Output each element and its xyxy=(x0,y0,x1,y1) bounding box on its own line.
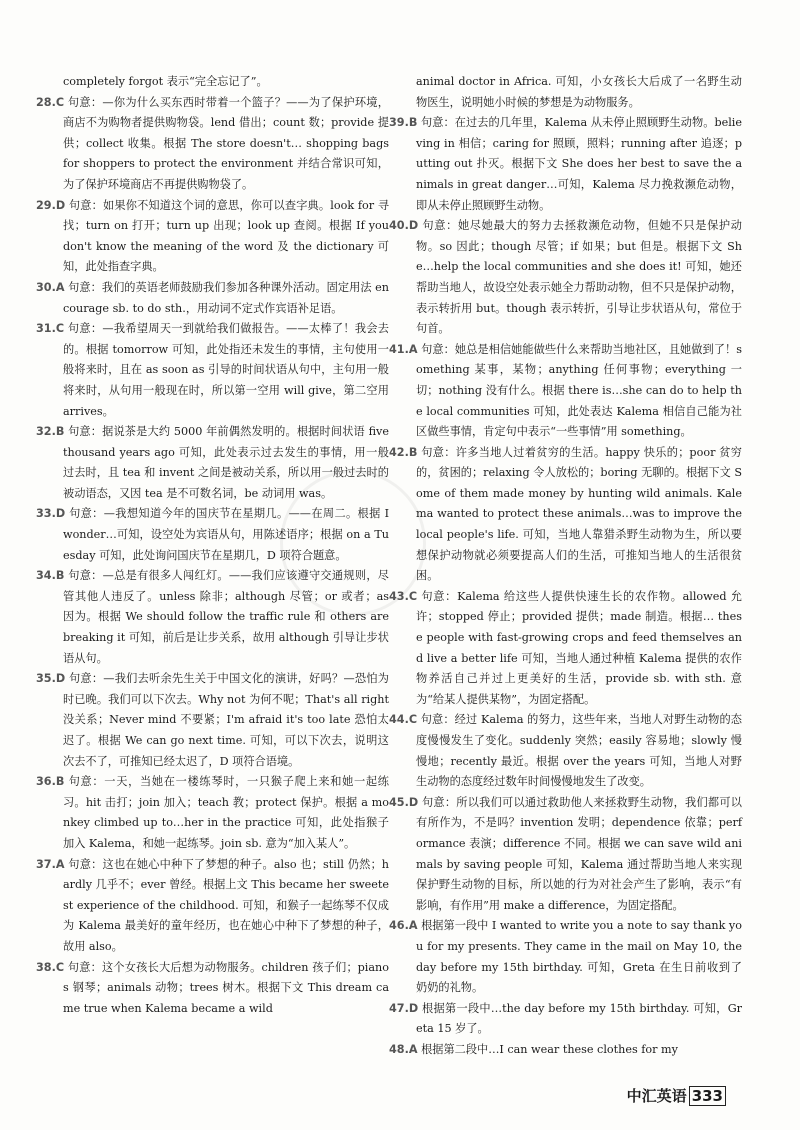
answer-entry xyxy=(389,916,742,998)
question-number: 32. xyxy=(36,425,56,439)
answer-letter: A xyxy=(55,857,65,871)
explanation-text: 句意：她总是相信她能做些什么来帮助当地社区，且她做到了！something 某事，某物；anything 任何事物；everything 一切；nothing 没有什么。根据 there is…she can do to help the local communities 可知，此处表达 Kalema 相信自己能为社区做些事情，肯定句中表示“一些事情”用 something。 xyxy=(416,342,742,439)
answer-letter: A xyxy=(55,280,65,294)
answer-entry xyxy=(36,422,389,504)
explanation-text: 句意：—我希望周天一到就给我们做报告。——太棒了！我会去的。根据 tomorrow 可知，此处指还未发生的事情，主句使用一般将来时，且在 as soon as 引导的时间状语从句中，主句用一般将来时，从句用一般现在时，所以第一空用 will give，第二空用 arrives。 xyxy=(63,322,389,418)
question-number: 40. xyxy=(389,219,409,233)
answer-letter: D xyxy=(408,1001,419,1015)
answer-letter: D xyxy=(55,198,66,212)
question-number: 41. xyxy=(389,342,409,356)
answer-entry xyxy=(36,196,390,278)
question-number: 47. xyxy=(389,1001,409,1015)
answer-entry xyxy=(389,443,742,587)
question-number: 30. xyxy=(36,280,56,294)
question-number: 46. xyxy=(389,919,409,933)
question-number: 38. xyxy=(36,960,56,974)
explanation-text: 句意：这个女孩长大后想为动物服务。children 孩子们；pianos 钢琴；animals 动物；trees 树木。根据下文 This dream came true when Kalema became a wild xyxy=(63,960,389,1015)
explanation-text: 句意：—总是有很多人闯红灯。——我们应该遵守交通规则，尽管其他人违反了。unless 除非；although 尽管；or 或者；as 因为。根据 We should follow the traffic rule 和 others are breaking it 可知，前后是让步关系，故用 although 引导让步状语从句。 xyxy=(63,569,389,665)
question-number: 33. xyxy=(36,507,56,521)
question-number: 28. xyxy=(36,95,56,109)
answer-letter: D xyxy=(55,672,66,686)
answer-letter: B xyxy=(55,775,65,789)
explanation-text: 句意：在过去的几年里，Kalema 从未停止照顾野生动物。believing in 相信；caring for 照顾，照料；running after 追逐；putting out 扑灭。根据下文 She does her best to save the animals in great danger…可知，Kalema 尽力挽救濒危动物，即从未停止照顾野生动物。 xyxy=(416,116,743,212)
answer-letter: C xyxy=(55,322,65,336)
answer-entry xyxy=(389,999,742,1040)
explanation-text: completely forgot 表示“完全忘记了”。 xyxy=(63,75,268,88)
explanation-text: 句意：许多当地人过着贫穷的生活。happy 快乐的；poor 贫穷的，贫困的；relaxing 令人放松的；boring 无聊的。根据下文 Some of them made money by hunting wild animals. Kalema wanted to protect these animals…was to improve the local people's life. 可知，当地人靠猎杀野生动物为生，所以要想保护动物就必须要提高人们的生活，可推知当地人的生活很贫困。 xyxy=(416,445,742,583)
answer-letter: B xyxy=(408,445,418,459)
question-number: 37. xyxy=(36,857,56,871)
answer-letter: D xyxy=(408,795,419,809)
answer-letter: B xyxy=(408,116,418,130)
answer-entry xyxy=(389,587,742,711)
question-number: 29. xyxy=(36,198,56,212)
question-number: 39. xyxy=(389,116,409,130)
page-number: 333 xyxy=(689,1086,726,1106)
explanation-text: 句意：Kalema 给这些人提供快速生长的农作物。allowed 允许；stopped 停止；provided 提供；made 制造。根据… these people with fast-growing crops and feed themselves and live a better life 可知，当地人通过种植 Kalema 提供的农作物养活自己并过上更美好的生活，provide sb. with sth. 意为“给某人提供某物”，为固定搭配。 xyxy=(416,589,742,706)
explanation-text: 句意：所以我们可以通过救助他人来拯救野生动物，我们都可以有所作为，不是吗？invention 发明；dependence 依靠；performance 表演；difference 不同。根据 we can save wild animals by saving people 可知，Kalema 通过帮助当地人来实现保护野生动物的目标，所以她的行为对社会产生了影响，表示“有影响，有作用”用 make a difference，为固定搭配。 xyxy=(416,795,742,912)
explanation-text: 句意：一天，当她在一楼练琴时，一只猴子爬上来和她一起练习。hit 击打；join 加入；teach 教；protect 保护。根据 a monkey climbed up to…her in the practice 可知，此处指猴子加入 Kalema，和她一起练琴。join sb. 意为“加入某人”。 xyxy=(63,775,389,850)
left-column xyxy=(36,72,390,1019)
answer-entry xyxy=(36,278,389,319)
answer-entry xyxy=(389,340,742,443)
answer-letter: C xyxy=(55,95,65,109)
answer-letter: B xyxy=(55,569,65,583)
explanation-text: 根据第一段中 I wanted to write you a note to say thank you for my presents. They came in the mail on May 10, the day before my 15th birthday. 可知，Greta 在生日前收到了奶奶的礼物。 xyxy=(416,919,742,995)
explanation-text: 句意：据说茶是大约 5000 年前偶然发明的。根据时间状语 five thousand years ago 可知，此处表示过去发生的事情，用一般过去时，且 tea 和 invent 之间是被动关系，所以用一般过去时的被动语态，又因 tea 是不可数名词，be 动词用 was。 xyxy=(63,425,389,500)
answer-letter: D xyxy=(55,507,66,521)
page-footer xyxy=(627,1085,726,1106)
answer-entry xyxy=(36,855,389,958)
explanation-text: 句意：经过 Kalema 的努力，这些年来，当地人对野生动物的态度慢慢发生了变化。suddenly 突然；easily 容易地；slowly 慢慢地；recently 最近。根据 over the years 可知，当地人对野生动物的态度经过数年时间慢慢地发生了改变。 xyxy=(416,713,742,789)
answer-entry xyxy=(36,566,389,669)
answer-letter: C xyxy=(408,713,418,727)
answer-letter: A xyxy=(408,342,418,356)
answer-entry xyxy=(389,1040,742,1061)
publisher-name: 中汇英语 xyxy=(626,1087,687,1105)
answer-entry xyxy=(36,93,389,196)
explanation-text: 根据第一段中…the day before my 15th birthday. 可知，Greta 15 岁了。 xyxy=(416,1001,742,1036)
question-number: 43. xyxy=(389,589,409,603)
answer-entry xyxy=(36,669,389,772)
answer-entry xyxy=(389,113,743,216)
explanation-text: 句意：我们的英语老师鼓励我们参加各种课外活动。固定用法 encourage sb. to do sth.，用动词不定式作宾语补足语。 xyxy=(63,280,389,315)
question-number: 42. xyxy=(389,445,409,459)
answer-entry xyxy=(389,793,742,917)
answer-entry xyxy=(389,710,742,792)
right-column xyxy=(389,72,743,1061)
question-number: 44. xyxy=(389,713,409,727)
explanation-text: 句意：—我想知道今年的国庆节在星期几。——在周二。根据 I wonder…可知，设空处为宾语从句，用陈述语序；根据 on a Tuesday 可知，此处询问国庆节在星期几，D 项符合题意。 xyxy=(63,507,390,562)
explanation-text: 句意：如果你不知道这个词的意思，你可以查字典。look for 寻找；turn on 打开；turn up 出现；look up 查阅。根据 If you don't know the meaning of the word 及 the dictionary 可知，此处指查字典。 xyxy=(63,198,390,274)
question-number: 36. xyxy=(36,775,56,789)
answer-letter: C xyxy=(55,960,65,974)
answer-entry xyxy=(36,504,390,566)
answer-entry xyxy=(416,72,742,113)
answer-entry xyxy=(36,772,389,854)
explanation-text: 句意：这也在她心中种下了梦想的种子。also 也；still 仍然；hardly 几乎不；ever 曾经。根据上文 This became her sweetest experience of the childhood. 可知，和猴子一起练琴不仅成为 Kalema 最美好的童年经历，也在她心中种下了梦想的种子，故用 also。 xyxy=(63,857,389,953)
question-number: 48. xyxy=(389,1042,409,1056)
explanation-text: 根据第二段中…I can wear these clothes for my xyxy=(421,1042,678,1056)
answer-letter: A xyxy=(408,919,418,933)
explanation-text: animal doctor in Africa. 可知，小女孩长大后成了一名野生动物医生，说明她小时候的梦想是为动物服务。 xyxy=(416,75,742,109)
question-number: 45. xyxy=(389,795,409,809)
answer-entry xyxy=(36,958,389,1020)
answer-letter: D xyxy=(408,219,419,233)
answer-entry xyxy=(63,72,389,93)
answer-entry xyxy=(36,319,389,422)
explanation-text: 句意：她尽她最大的努力去拯救濒危动物，但她不只是保护动物。so 因此；though 尽管；if 如果；but 但是。根据下文 She…help the local communities and she does it! 可知，她还帮助当地人，故设空处表示她全力帮助动物，但不只是保护动物，表示转折用 but。though 表示转折，引导让步状语从句，常位于句首。 xyxy=(416,219,742,336)
answer-entry xyxy=(389,216,742,340)
question-number: 35. xyxy=(36,672,56,686)
answer-letter: B xyxy=(55,425,65,439)
question-number: 34. xyxy=(36,569,56,583)
answer-letter: A xyxy=(408,1042,418,1056)
answer-letter: C xyxy=(408,589,418,603)
question-number: 31. xyxy=(36,322,56,336)
explanation-text: 句意：—我们去听余先生关于中国文化的演讲，好吗？—恐怕为时已晚。我们可以下次去。Why not 为何不呢；That's all right 没关系；Never mind 不要紧；I'm afraid it's too late 恐怕太迟了。根据 We can go next time. 可知，可以下次去，说明这次去不了，可推知已经太迟了，D 项符合语境。 xyxy=(63,672,389,768)
explanation-text: 句意：—你为什么买东西时带着一个篮子？——为了保护环境，商店不为购物者提供购物袋。lend 借出；count 数；provide 提供；collect 收集。根据 The store doesn't… shopping bags for shoppers to protect the environment 并结合常识可知，为了保护环境商店不再提供购物袋了。 xyxy=(63,95,389,191)
